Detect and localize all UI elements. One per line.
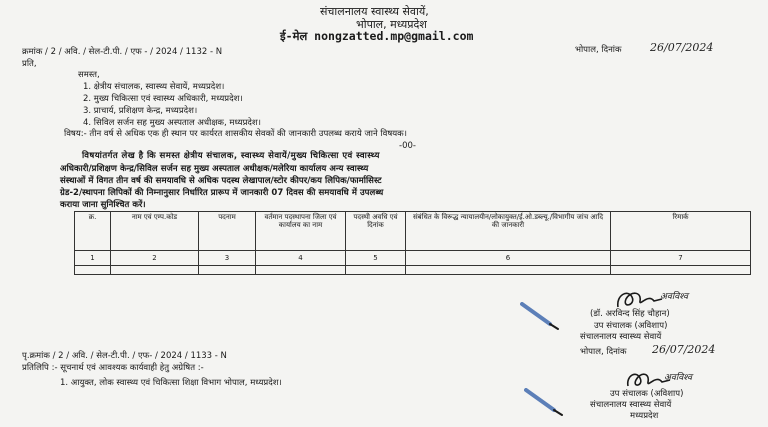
body-line: अधिकारी/प्रशिक्षण केन्द्र/सिविल सर्जन सह मुख्य अस्पताल अधीक्षक/मलेरिया कार्यालय अन्य स्वास्थ्य — [60, 164, 369, 174]
signatory-city: मध्यप्रदेश — [630, 411, 659, 421]
signatory-title: उप संचालक (अविशाप) — [594, 321, 668, 331]
copy-to-line: प्रतिलिपि :- सूचनार्थ एवं आवश्यक कार्यवाही हेतु अग्रेषित :- — [22, 363, 204, 373]
office-heading: संचालनालय स्वास्थ्य सेवायें, — [320, 5, 429, 18]
table-header-cell: पदस्थी अवधि एवं दिनांक — [346, 212, 406, 251]
recipient-line: 1. क्षेत्रीय संचालक, स्वास्थ्य सेवायें, मध्यप्रदेश। — [83, 82, 225, 92]
employee-details-table — [74, 211, 751, 275]
table-header-row — [75, 212, 751, 251]
table-header-cell: नाम एवं एम्प.कोड — [111, 212, 199, 251]
letter-subject: विषय:- तीन वर्ष से अधिक एक ही स्थान पर कार्यरत शासकीय सेवकों की जानकारी उपलब्ध कराये जाने विषयक। — [64, 129, 407, 139]
recipient-line: 3. प्राचार्य, प्रशिक्षण केन्द्र, मध्यप्रदेश। — [83, 106, 198, 116]
signatory-title: उप संचालक (अविशाप) — [610, 389, 684, 399]
signatory-name: (डॉ. अरविन्द सिंह चौहान) — [590, 309, 670, 319]
office-city: भोपाल, मध्यप्रदेश — [356, 18, 427, 31]
table-header-cell: रिमार्क — [611, 212, 751, 251]
table-number-row — [75, 251, 751, 266]
table-header-cell: संबंधित के विरूद्ध न्यायालयीन/लोकायुक्त/ई.ओ.डब्ल्यू./विभागीय जांच आदि की जानकारी — [406, 212, 611, 251]
table-header-cell: क्र. — [75, 212, 111, 251]
recipient-line: समस्त, — [78, 70, 100, 80]
body-line: कराया जाना सुनिश्चित करें। — [60, 200, 146, 210]
table-number-cell: 4 — [256, 251, 346, 266]
table-number-cell: 5 — [346, 251, 406, 266]
pen-icon — [524, 388, 564, 416]
table-number-cell: 2 — [111, 251, 199, 266]
body-line: विषयांतर्गत लेख है कि समस्त क्षेत्रीय संचालक, स्वास्थ्य सेवायें/मुख्य चिकित्सा एवं स्वास्थ्य — [82, 151, 380, 161]
endorsement-reference-number: पृ.क्रमांक / 2 / अवि. / सेल-टी.पी. / एफ- / 2024 / 1133 - N — [22, 351, 227, 361]
letter-date: 26/07/2024 — [650, 41, 714, 54]
table-empty-row — [75, 266, 751, 275]
recipient-line: 2. मुख्य चिकित्सा एवं स्वास्थ्य अधिकारी, मध्यप्रदेश। — [83, 94, 243, 104]
pen-icon — [520, 302, 560, 330]
signatory-office: संचालनालय स्वास्थ्य सेवायें — [590, 400, 672, 410]
table-number-cell: 7 — [611, 251, 751, 266]
copy-recipient: 1. आयुक्त, लोक स्वास्थ्य एवं चिकित्सा शिक्षा विभाग भोपाल, मध्यप्रदेश। — [60, 378, 282, 388]
signature-initials: अवविश्व — [660, 292, 689, 302]
body-line: ग्रेड-2/स्थापना लिपिकों की निम्नानुसार निर्धारित प्रारूप में जानकारी 07 दिवस की समयावधि में उपलब्ध — [60, 188, 384, 198]
table-number-cell: 1 — [75, 251, 111, 266]
office-email: ई-मेल nongzatted.mp@gmail.com — [280, 29, 474, 43]
body-line: संस्थाओं में विगत तीन वर्ष की समयावधि से अधिक पदस्थ लेखापाल/स्टोर कीपर/कय लिपिक/फार्मासिस्ट — [60, 176, 382, 186]
letter-date-label: भोपाल, दिनांक — [575, 45, 622, 55]
endorsement-date-label: भोपाल, दिनांक — [580, 347, 627, 357]
letter-reference-number: क्रमांक / 2 / अवि. / सेल-टी.पी. / एफ - / 2024 / 1132 - N — [22, 47, 223, 57]
letter-divider: -00- — [399, 141, 416, 151]
table-number-cell: 6 — [406, 251, 611, 266]
table-header-cell: वर्तमान पदस्थापना जिला एवं कार्यालय का नाम — [256, 212, 346, 251]
letter-to: प्रति, — [22, 59, 37, 69]
signature-initials: अवविश्व — [664, 373, 693, 383]
signatory-office: संचालनालय स्वास्थ्य सेवायें — [580, 332, 662, 342]
endorsement-date: 26/07/2024 — [652, 343, 716, 356]
recipient-line: 4. सिविल सर्जन सह मुख्य अस्पताल अधीक्षक, मध्यप्रदेश। — [83, 118, 261, 128]
table-number-cell: 3 — [199, 251, 256, 266]
table-header-cell: पदनाम — [199, 212, 256, 251]
